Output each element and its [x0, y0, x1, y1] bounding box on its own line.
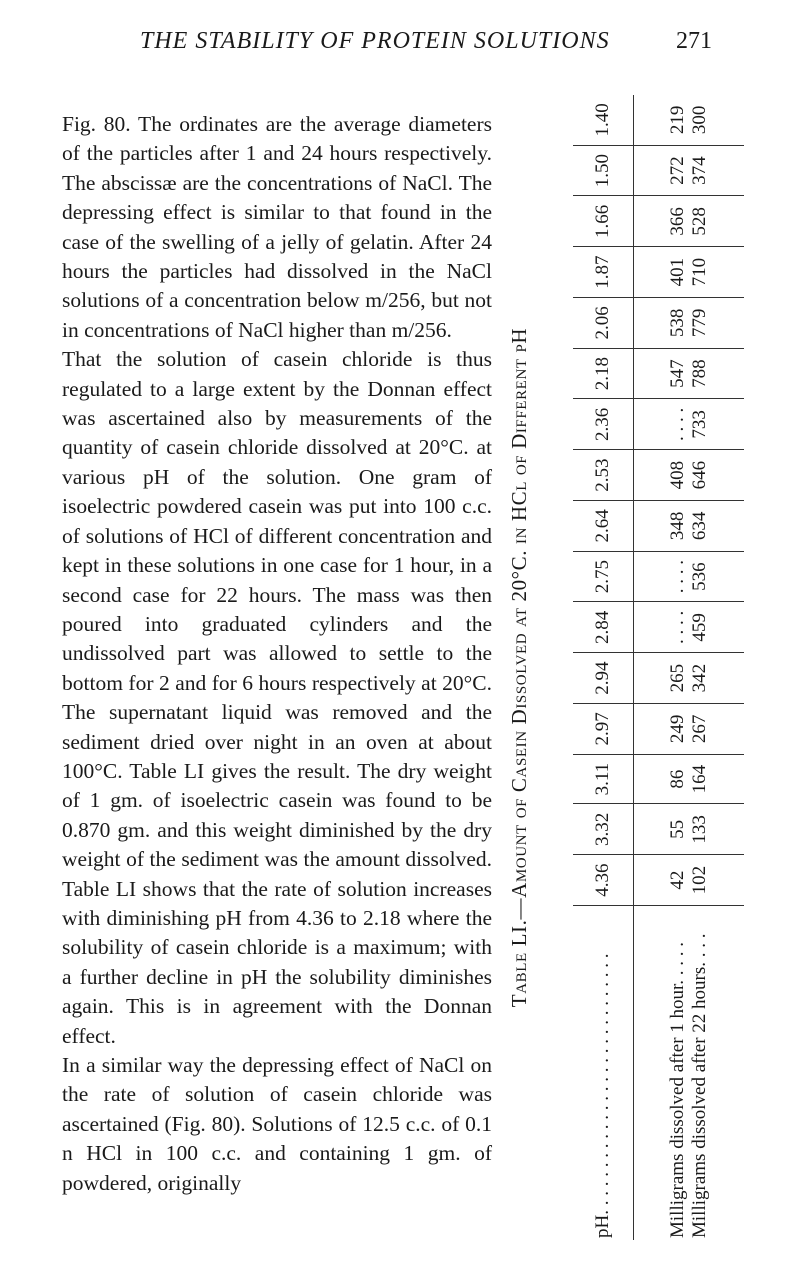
table-cell: 547 [634, 348, 690, 399]
table-cell: 2.53 [573, 450, 634, 501]
table-cell: 788 [689, 348, 744, 399]
table-cell: 459 [689, 602, 744, 653]
page-number: 271 [676, 28, 712, 54]
table-cell: 538 [634, 297, 690, 348]
table-cell: 2.64 [573, 500, 634, 551]
paragraph-fig-caption: Fig. 80. The ordinates are the average diameters of the particles after 1 and 24 hours respectively. The abscissæ are the concentrations of NaCl. The depressing effect is similar to that found in the case of the swelling of a jelly of gelatin. After 24 hours the particles had dissolved in the NaCl solutions of a concentration below m/256, but not in concentrations of NaCl higher than m/256. [62, 112, 492, 342]
table-li [505, 95, 775, 1240]
table-cell: 2.97 [573, 703, 634, 754]
table-cell: . . . . [634, 551, 690, 602]
table-cell: 1.50 [573, 145, 634, 196]
table-cell: 300 [689, 95, 744, 145]
table-caption: Table LI.—Amount of Casein Dissolved at 20°C. in HCl of Different pH [507, 327, 531, 1008]
table-cell: 342 [689, 653, 744, 704]
table-cell: 2.18 [573, 348, 634, 399]
table-cell: 401 [634, 247, 690, 298]
table-cell: 348 [634, 500, 690, 551]
table-cell: 219 [634, 95, 690, 145]
table-cell: 164 [689, 754, 744, 804]
table-cell: 267 [689, 703, 744, 754]
table-row-1-hour [634, 95, 690, 1240]
table-cell: 3.32 [573, 804, 634, 855]
table-cell: 710 [689, 247, 744, 298]
table-cell: 536 [689, 551, 744, 602]
data-table [573, 95, 744, 1240]
table-cell: 265 [634, 653, 690, 704]
table-cell: 1.66 [573, 196, 634, 247]
table-cell: 42 [634, 855, 690, 906]
table-cell: 2.84 [573, 602, 634, 653]
table-cell: . . . . [634, 602, 690, 653]
table-cell: 55 [634, 804, 690, 855]
table-cell: 646 [689, 450, 744, 501]
table-row-22-hours [689, 95, 744, 1240]
running-title: THE STABILITY OF PROTEIN SOLUTIONS [140, 28, 610, 54]
table-cell: 2.94 [573, 653, 634, 704]
table-cell: 2.75 [573, 551, 634, 602]
table-cell: 133 [689, 804, 744, 855]
table-cell: 272 [634, 145, 690, 196]
table-cell: 408 [634, 450, 690, 501]
table-cell: 4.36 [573, 855, 634, 906]
paragraph-nacl: In a similar way the depressing effect of NaCl on the rate of solution of casein chloride was ascertained (Fig. 80). Solutions of 12.5 c.c. of 0.1 n HCl in 100 c.c. and containing 1 gm. of powdered, originally [62, 1053, 492, 1195]
table-cell: 2.36 [573, 399, 634, 450]
table-cell: 1.87 [573, 247, 634, 298]
page-header [0, 28, 800, 68]
table-cell: 634 [689, 500, 744, 551]
row-label-22-hours: Milligrams dissolved after 22 hours. . . . [689, 933, 710, 1238]
table-cell: 86 [634, 754, 690, 804]
table-cell: 366 [634, 196, 690, 247]
paragraph-donnan: That the solution of casein chloride is thus regulated to a large extent by the Donnan effect was ascertained also by measurements of the quantity of casein chloride dissolved at 20°C. at various pH of the solution. One gram of isoelectric powdered casein was put into 100 c.c. of solutions of HCl of different concentration and kept in these solutions in one case for 1 hour, in a second case for 22 hours. The mass was then poured into graduated cylinders and the undissolved part was allowed to settle to the bottom for 2 and for 6 hours respectively at 20°C. The supernatant liquid was removed and the sediment dried over night in an oven at about 100°C. Table LI gives the result. The dry weight of 1 gm. of isoelectric casein was found to be 0.870 gm. and this weight diminished by the dry weight of the sediment was the amount dissolved. Table LI shows that the rate of solution increases with diminishing pH from 4.36 to 2.18 where the solubility of casein chloride is a maximum; with a further decline in pH the solubility diminishes again. This is in agreement with the Donnan effect. [62, 347, 492, 1048]
row-label-1-hour: Milligrams dissolved after 1 hour. . . . . [667, 941, 688, 1238]
table-cell: 528 [689, 196, 744, 247]
table-cell: 1.40 [573, 95, 634, 145]
table-cell: 374 [689, 145, 744, 196]
row-label-ph: pH. . . . . . . . . . . . . . . . . . . . . . . . . . . . [573, 906, 634, 1241]
table-cell: 3.11 [573, 754, 634, 804]
table-row-ph [573, 95, 634, 1240]
table-cell: 102 [689, 855, 744, 906]
table-cell: 733 [689, 399, 744, 450]
body-text [62, 110, 492, 1198]
table-cell: 249 [634, 703, 690, 754]
table-cell: 779 [689, 297, 744, 348]
table-cell: 2.06 [573, 297, 634, 348]
table-cell: . . . . [634, 399, 690, 450]
